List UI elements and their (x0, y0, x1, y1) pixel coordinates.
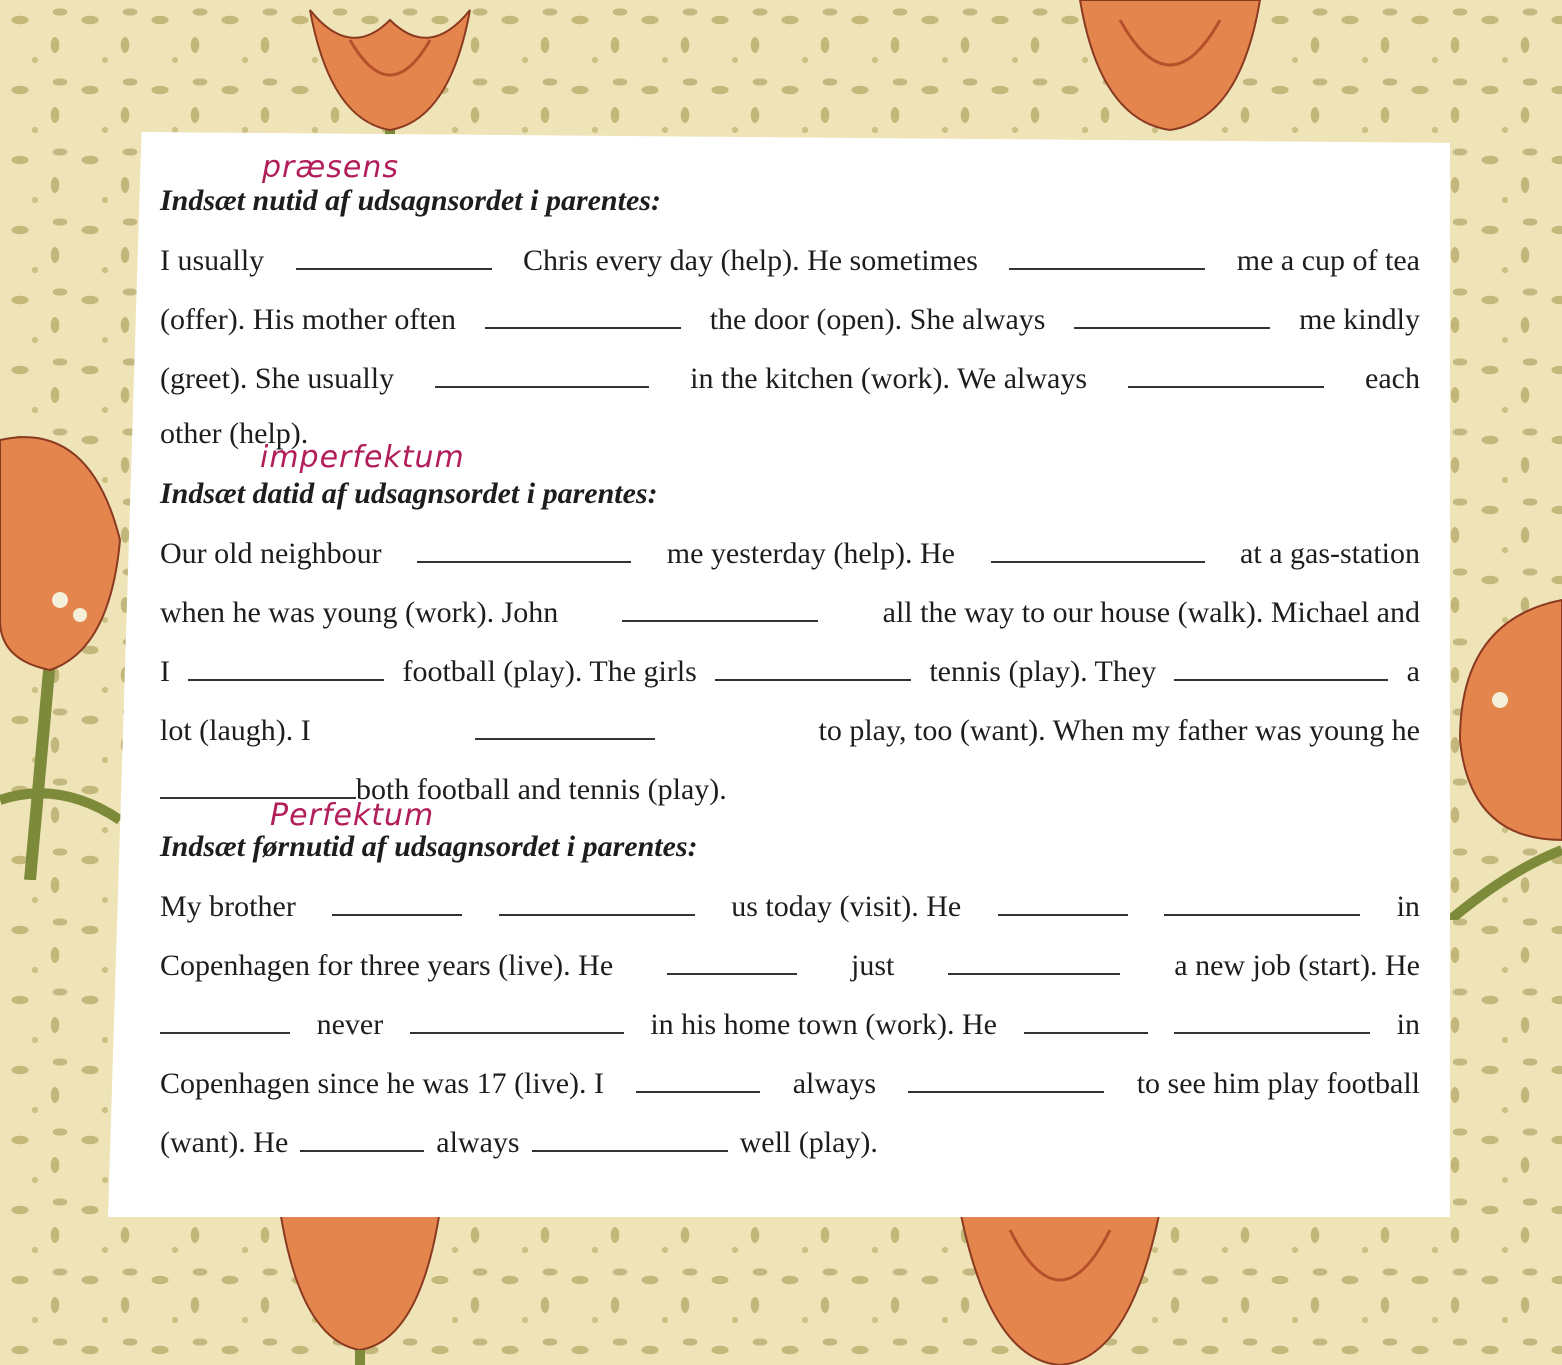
answer-blank[interactable] (1174, 1004, 1370, 1034)
exercise-line (160, 592, 1420, 630)
text-segment: football (play). The girls (402, 655, 697, 688)
answer-blank[interactable] (410, 1004, 624, 1034)
answer-blank[interactable] (948, 945, 1120, 975)
text-segment: My brother (160, 890, 296, 923)
answer-blank[interactable] (1128, 358, 1324, 388)
text-segment: lot (laugh). I (160, 714, 311, 747)
text-segment: a (1406, 655, 1420, 688)
text-segment: well (play). (739, 1126, 878, 1159)
answer-blank[interactable] (485, 299, 681, 329)
exercise-line (160, 651, 1420, 689)
tulip-bottom-left-icon (270, 1210, 450, 1365)
answer-blank[interactable] (435, 358, 649, 388)
answer-blank[interactable] (715, 651, 911, 681)
tulip-left-icon (0, 420, 140, 880)
exercise-line (160, 240, 1420, 278)
answer-blank[interactable] (332, 886, 462, 916)
exercise-line (160, 299, 1420, 337)
text-segment: me yesterday (help). He (666, 537, 955, 570)
answer-blank[interactable] (908, 1063, 1104, 1093)
text-segment: the door (open). She always (709, 303, 1046, 336)
answer-blank[interactable] (622, 592, 818, 622)
text-segment: in (1396, 1008, 1420, 1041)
answer-blank[interactable] (296, 240, 492, 270)
exercise-line (160, 710, 1420, 748)
text-segment: always (436, 1126, 520, 1159)
answer-blank[interactable] (1174, 651, 1388, 681)
text-segment: I usually (160, 244, 265, 277)
annotation-praesens: præsens (262, 150, 399, 185)
text-segment: me a cup of tea (1236, 244, 1420, 277)
answer-blank[interactable] (1074, 299, 1270, 329)
tulip-top-right-icon (1060, 0, 1280, 150)
tulip-right-icon (1450, 540, 1562, 920)
answer-blank[interactable] (1009, 240, 1205, 270)
exercise-line (160, 1122, 1420, 1160)
text-segment: Our old neighbour (160, 537, 382, 570)
text-segment: me kindly (1299, 303, 1420, 336)
answer-blank[interactable] (417, 533, 631, 563)
answer-blank[interactable] (300, 1122, 424, 1152)
text-segment: when he was young (work). John (160, 596, 559, 629)
text-segment: us today (visit). He (731, 890, 962, 923)
text-segment: Copenhagen for three years (live). He (160, 949, 614, 982)
exercise-line (160, 358, 1420, 396)
text-segment: both football and tennis (play). (356, 773, 727, 806)
text-segment: (greet). She usually (160, 362, 395, 395)
text-segment: I (160, 655, 170, 688)
exercise-line (160, 533, 1420, 571)
section-1-heading: Indsæt nutid af udsagnsordet i parentes: (160, 184, 661, 217)
text-segment: to see him play football (1136, 1067, 1420, 1100)
text-segment: each (1365, 362, 1420, 395)
text-segment: other (help). (160, 417, 309, 450)
text-segment: a new job (start). He (1174, 949, 1420, 982)
text-segment: Copenhagen since he was 17 (live). I (160, 1067, 605, 1100)
answer-blank[interactable] (667, 945, 797, 975)
exercise-line (160, 886, 1420, 924)
text-segment: in (1396, 890, 1420, 923)
section-2-heading: Indsæt datid af udsagnsordet i parentes: (160, 477, 658, 510)
answer-blank[interactable] (499, 886, 695, 916)
tulip-bottom-right-icon (950, 1210, 1170, 1365)
answer-blank[interactable] (636, 1063, 760, 1093)
text-segment: never (316, 1008, 384, 1041)
annotation-imperfektum: imperfektum (260, 440, 465, 475)
text-segment: in the kitchen (work). We always (690, 362, 1088, 395)
text-segment: tennis (play). They (929, 655, 1157, 688)
answer-blank[interactable] (991, 533, 1205, 563)
text-segment: to play, too (want). When my father was young he (818, 714, 1420, 747)
answer-blank[interactable] (998, 886, 1128, 916)
answer-blank[interactable] (532, 1122, 728, 1152)
answer-blank[interactable] (1164, 886, 1360, 916)
text-segment: in his home town (work). He (650, 1008, 997, 1041)
text-segment: Chris every day (help). He sometimes (523, 244, 978, 277)
answer-blank[interactable] (160, 769, 356, 799)
answer-blank[interactable] (1024, 1004, 1148, 1034)
exercise-line (160, 945, 1420, 983)
answer-blank[interactable] (188, 651, 384, 681)
section-3-heading: Indsæt førnutid af udsagnsordet i parentes: (160, 830, 698, 863)
annotation-perfektum: Perfektum (270, 798, 435, 833)
text-segment: always (792, 1067, 877, 1100)
exercise-line (160, 1004, 1420, 1042)
answer-blank[interactable] (160, 1004, 290, 1034)
text-segment: all the way to our house (walk). Michael and (882, 596, 1420, 629)
text-segment: (want). He (160, 1126, 289, 1159)
text-segment: (offer). His mother often (160, 303, 457, 336)
text-segment: at a gas-station (1240, 537, 1420, 570)
exercise-line (160, 1063, 1420, 1101)
text-segment: just (851, 949, 895, 982)
answer-blank[interactable] (475, 710, 655, 740)
